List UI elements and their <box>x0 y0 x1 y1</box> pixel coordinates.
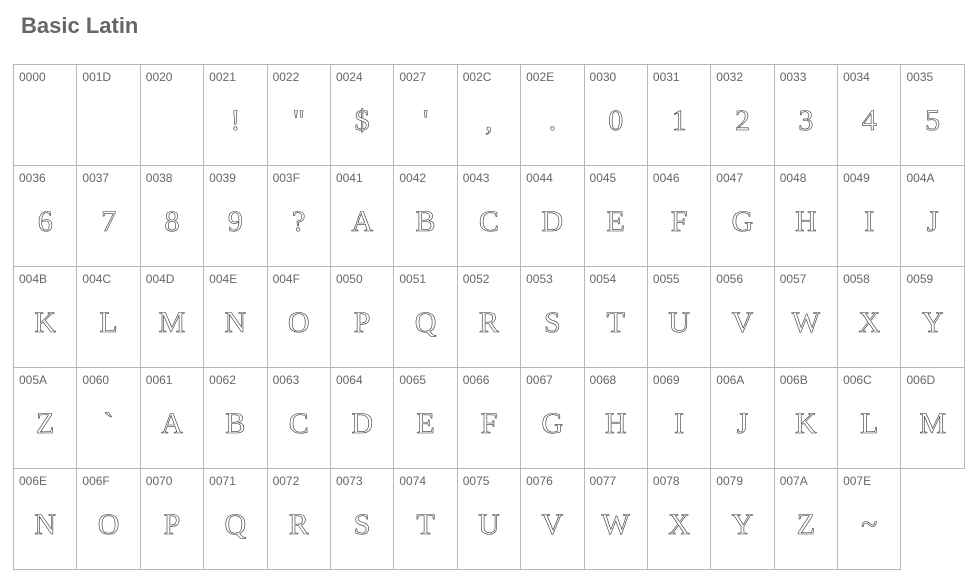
glyph-char: ' <box>422 104 429 137</box>
glyph-cell <box>141 267 204 368</box>
glyph-cell <box>331 267 394 368</box>
glyph-code: 0054 <box>589 272 617 286</box>
glyph-code: 0020 <box>145 70 173 84</box>
glyph-code: 0059 <box>906 272 934 286</box>
glyph-code: 0067 <box>526 373 553 387</box>
glyph-code: 004D <box>145 272 175 286</box>
glyph-code: 0052 <box>462 272 490 286</box>
glyph-char: 3 <box>798 104 814 137</box>
glyph-code: 0000 <box>19 70 46 84</box>
glyph-char: X <box>668 508 690 541</box>
glyph-cell <box>521 267 584 368</box>
glyph-cell <box>458 368 521 469</box>
glyph-char: W <box>601 508 630 541</box>
glyph-char: M <box>919 407 946 440</box>
glyph-cell <box>521 368 584 469</box>
glyph-cell <box>141 469 204 570</box>
glyph-code: 0068 <box>589 373 617 387</box>
glyph-char: U <box>668 306 690 339</box>
glyph-cell <box>141 166 204 267</box>
glyph-code: 0039 <box>209 171 236 185</box>
glyph-grid <box>13 64 965 570</box>
glyph-cell <box>521 469 584 570</box>
glyph-cell <box>711 166 774 267</box>
glyph-cell <box>14 166 77 267</box>
glyph-code: 0034 <box>843 70 870 84</box>
glyph-code: 004E <box>209 272 238 286</box>
glyph-code: 0022 <box>272 70 300 84</box>
glyph-cell <box>585 469 648 570</box>
glyph-code: 0027 <box>399 70 427 84</box>
glyph-cell <box>268 368 331 469</box>
glyph-char: C <box>478 205 499 238</box>
glyph-cell <box>648 65 711 166</box>
glyph-char: O <box>287 306 310 339</box>
glyph-char: Z <box>796 508 816 541</box>
glyph-char: R <box>288 508 309 541</box>
glyph-code: 0065 <box>399 373 427 387</box>
glyph-cell <box>458 65 521 166</box>
glyph-code: 0076 <box>526 474 553 488</box>
glyph-cell <box>711 267 774 368</box>
glyph-char: 9 <box>227 205 243 238</box>
glyph-char: R <box>478 306 499 339</box>
glyph-cell <box>521 166 584 267</box>
glyph-cell <box>585 65 648 166</box>
glyph-cell <box>77 368 140 469</box>
glyph-cell <box>838 65 901 166</box>
glyph-char: Y <box>731 508 754 541</box>
glyph-code: 0075 <box>462 474 490 488</box>
glyph-char: C <box>288 407 309 440</box>
glyph-char: J <box>926 205 939 238</box>
glyph-cell <box>77 469 140 570</box>
glyph-cell <box>268 166 331 267</box>
glyph-char: K <box>34 306 57 339</box>
glyph-cell <box>521 65 584 166</box>
glyph-cell <box>711 368 774 469</box>
glyph-code: 006A <box>716 373 745 387</box>
glyph-cell <box>901 166 964 267</box>
glyph-char: L <box>99 306 118 339</box>
glyph-cell <box>14 65 77 166</box>
glyph-cell <box>775 368 838 469</box>
glyph-char: B <box>415 205 436 238</box>
glyph-char: N <box>34 508 57 541</box>
glyph-cell <box>711 65 774 166</box>
glyph-char: V <box>731 306 754 339</box>
glyph-char: A <box>161 407 183 440</box>
glyph-cell <box>141 368 204 469</box>
glyph-char: I <box>674 407 685 440</box>
glyph-code: 0046 <box>652 171 680 185</box>
glyph-char: I <box>864 205 875 238</box>
glyph-cell <box>268 267 331 368</box>
glyph-char: M <box>158 306 186 339</box>
glyph-char: J <box>736 407 749 440</box>
glyph-cell <box>901 65 964 166</box>
glyph-code: 004B <box>19 272 48 286</box>
glyph-char: ` <box>103 407 114 440</box>
glyph-cell <box>838 368 901 469</box>
glyph-cell <box>268 65 331 166</box>
glyph-code: 004A <box>906 171 935 185</box>
glyph-cell <box>331 368 394 469</box>
glyph-code: 004C <box>82 272 112 286</box>
glyph-char: P <box>163 508 181 541</box>
glyph-code: 0050 <box>335 272 363 286</box>
glyph-cell <box>394 368 457 469</box>
glyph-code: 0038 <box>145 171 173 185</box>
glyph-char: 0 <box>608 104 624 137</box>
glyph-char: L <box>860 407 879 440</box>
glyph-char: E <box>416 407 435 440</box>
glyph-char: 5 <box>925 104 941 137</box>
glyph-cell <box>14 469 77 570</box>
glyph-char: W <box>791 306 821 339</box>
glyph-char: Z <box>36 407 55 440</box>
glyph-char: 7 <box>101 205 117 238</box>
glyph-cell <box>901 368 964 469</box>
glyph-code: 0069 <box>652 373 680 387</box>
glyph-char: G <box>731 205 754 238</box>
glyph-cell <box>458 469 521 570</box>
glyph-code: 003F <box>272 171 300 185</box>
glyph-cell <box>648 267 711 368</box>
glyph-cell <box>141 65 204 166</box>
glyph-code: 0044 <box>526 171 553 185</box>
glyph-code: 0042 <box>399 171 427 185</box>
glyph-cell <box>331 65 394 166</box>
glyph-code: 0074 <box>399 474 427 488</box>
glyph-cell <box>458 267 521 368</box>
glyph-code: 0021 <box>209 70 236 84</box>
glyph-char: 2 <box>734 104 750 137</box>
glyph-code: 0063 <box>272 373 300 387</box>
glyph-char: ~ <box>861 508 878 541</box>
glyph-code: 0064 <box>335 373 363 387</box>
glyph-char: " <box>292 104 305 137</box>
glyph-cell <box>268 469 331 570</box>
glyph-cell <box>14 368 77 469</box>
glyph-code: 0037 <box>82 171 110 185</box>
glyph-char: E <box>606 205 625 238</box>
glyph-code: 0058 <box>843 272 870 286</box>
glyph-char: 8 <box>164 205 180 238</box>
glyph-cell <box>204 166 267 267</box>
glyph-char: Q <box>414 306 437 339</box>
glyph-code: 006F <box>82 474 110 488</box>
glyph-cell <box>394 65 457 166</box>
glyph-code: 006D <box>906 373 936 387</box>
glyph-cell <box>77 166 140 267</box>
glyph-cell <box>838 166 901 267</box>
glyph-code: 0045 <box>589 171 617 185</box>
glyph-char: ! <box>230 104 241 137</box>
glyph-cell <box>204 267 267 368</box>
glyph-cell <box>331 166 394 267</box>
glyph-char: D <box>541 205 564 238</box>
glyph-code: 006E <box>19 474 48 488</box>
glyph-cell <box>775 469 838 570</box>
glyph-char: 4 <box>861 104 877 137</box>
glyph-cell <box>648 166 711 267</box>
glyph-char: U <box>478 508 500 541</box>
glyph-cell <box>77 267 140 368</box>
glyph-cell <box>711 469 774 570</box>
glyph-code: 0053 <box>526 272 553 286</box>
glyph-cell <box>331 469 394 570</box>
glyph-code: 0072 <box>272 474 300 488</box>
glyph-char: S <box>543 306 561 339</box>
glyph-cell <box>77 65 140 166</box>
glyph-cell <box>458 166 521 267</box>
glyph-code: 0061 <box>145 373 173 387</box>
glyph-cell <box>775 65 838 166</box>
glyph-char: X <box>858 306 881 339</box>
glyph-char: T <box>416 508 435 541</box>
glyph-char: K <box>795 407 817 440</box>
glyph-char: A <box>351 205 373 238</box>
glyph-code: 006C <box>843 373 872 387</box>
glyph-code: 0024 <box>335 70 363 84</box>
glyph-char: T <box>606 306 625 339</box>
glyph-char: S <box>353 508 371 541</box>
glyph-char: G <box>541 407 564 440</box>
glyph-cell <box>204 65 267 166</box>
glyph-code: 0047 <box>716 171 743 185</box>
glyph-char: Y <box>921 306 944 339</box>
glyph-cell <box>648 469 711 570</box>
glyph-code: 0062 <box>209 373 236 387</box>
glyph-char: Q <box>224 508 247 541</box>
glyph-char: B <box>225 407 246 440</box>
glyph-code: 0031 <box>652 70 680 84</box>
glyph-cell <box>838 469 901 570</box>
glyph-code: 0051 <box>399 272 427 286</box>
glyph-code: 0033 <box>779 70 807 84</box>
glyph-cell <box>901 267 964 368</box>
glyph-cell <box>204 368 267 469</box>
glyph-code: 0049 <box>843 171 870 185</box>
glyph-code: 0041 <box>335 171 363 185</box>
glyph-char: 1 <box>671 104 687 137</box>
glyph-char: N <box>224 306 247 339</box>
glyph-char: H <box>795 205 817 238</box>
glyph-code: 0036 <box>19 171 46 185</box>
glyph-code: 0078 <box>652 474 680 488</box>
glyph-char: D <box>351 407 373 440</box>
glyph-char: P <box>353 306 371 339</box>
glyph-code: 0060 <box>82 373 110 387</box>
glyph-cell <box>394 166 457 267</box>
glyph-code: 0070 <box>145 474 173 488</box>
glyph-cell <box>394 469 457 570</box>
glyph-char: V <box>541 508 564 541</box>
glyph-cell <box>585 166 648 267</box>
glyph-char: F <box>480 407 498 440</box>
glyph-code: 0032 <box>716 70 743 84</box>
glyph-char: ? <box>292 205 306 238</box>
glyph-cell <box>648 368 711 469</box>
glyph-char: H <box>604 407 627 440</box>
glyph-code: 0056 <box>716 272 743 286</box>
glyph-code: 0048 <box>779 171 807 185</box>
glyph-code: 0071 <box>209 474 236 488</box>
glyph-char: $ <box>354 104 370 137</box>
glyph-code: 004F <box>272 272 300 286</box>
glyph-cell <box>838 267 901 368</box>
glyph-code: 0035 <box>906 70 934 84</box>
section-title: Basic Latin <box>21 13 139 38</box>
glyph-cell <box>775 267 838 368</box>
glyph-char: 6 <box>37 205 53 238</box>
glyph-cell <box>585 368 648 469</box>
glyph-code: 007E <box>843 474 872 488</box>
glyph-char: O <box>97 508 120 541</box>
glyph-cell <box>775 166 838 267</box>
glyph-code: 0055 <box>652 272 680 286</box>
glyph-cell <box>14 267 77 368</box>
glyph-char: F <box>670 205 688 238</box>
glyph-code: 0066 <box>462 373 490 387</box>
glyph-cell <box>204 469 267 570</box>
glyph-code: 0077 <box>589 474 617 488</box>
glyph-char: . <box>548 104 557 137</box>
glyph-char: , <box>485 104 493 137</box>
glyph-code: 006B <box>779 373 808 387</box>
glyph-code: 002E <box>526 70 555 84</box>
glyph-cell <box>394 267 457 368</box>
glyph-code: 002C <box>462 70 492 84</box>
glyph-code: 0030 <box>589 70 617 84</box>
glyph-code: 007A <box>779 474 808 488</box>
glyph-code: 005A <box>19 373 48 387</box>
glyph-code: 0057 <box>779 272 807 286</box>
glyph-code: 001D <box>82 70 112 84</box>
glyph-code: 0073 <box>335 474 363 488</box>
glyph-code: 0079 <box>716 474 743 488</box>
glyph-code: 0043 <box>462 171 490 185</box>
glyph-cell <box>585 267 648 368</box>
